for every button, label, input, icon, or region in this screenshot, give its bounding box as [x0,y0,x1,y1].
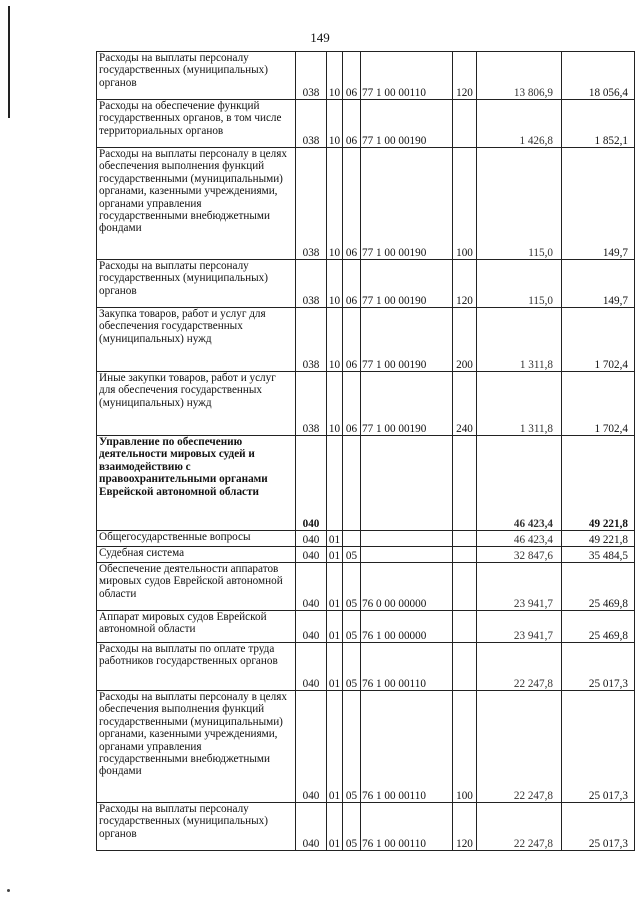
expense-type-code [453,100,477,148]
subsection-code-text: 06 [345,294,358,307]
amount-year-1-text: 46 423,4 [513,533,553,546]
row-name [97,52,296,100]
ved-code [296,803,327,851]
ved-code-text: 040 [302,549,320,562]
amount-year-2-text: 35 484,5 [588,549,628,562]
amount-year-2 [562,547,635,563]
amount-year-2 [562,52,635,100]
amount-year-2-text: 25 017,3 [588,837,628,850]
amount-year-2 [562,436,635,531]
subsection-code [343,547,361,563]
target-article-code [361,260,453,308]
expense-type-code-text: 100 [456,789,473,802]
ved-code [296,563,327,611]
expense-type-code-text: 120 [456,86,473,99]
expense-type-code [453,611,477,643]
ved-code-text: 038 [302,134,320,147]
subsection-code-text: 05 [345,597,358,610]
ved-code-text: 040 [302,533,320,546]
section-code-text: 10 [328,86,341,99]
target-article-code-text: 76 1 00 00110 [362,677,426,690]
amount-year-2-text: 149,7 [602,294,628,307]
target-article-code-text: 77 1 00 00190 [362,358,427,371]
table-row [97,52,635,100]
amount-year-1 [477,643,562,691]
ved-code-text: 040 [302,677,320,690]
amount-year-1 [477,52,562,100]
expense-type-code [453,308,477,372]
section-code [327,52,343,100]
section-code [327,436,343,531]
section-code [327,372,343,436]
ved-code [296,100,327,148]
section-code-text: 01 [328,549,341,562]
row-name [97,436,296,531]
expense-type-code [453,643,477,691]
amount-year-1-text: 23 941,7 [513,629,553,642]
section-code [327,531,343,547]
amount-year-1-text: 115,0 [528,294,553,307]
row-name [97,372,296,436]
target-article-code-text: 76 1 00 00110 [362,837,426,850]
amount-year-1 [477,803,562,851]
section-code [327,260,343,308]
amount-year-1-text: 115,0 [528,246,553,259]
target-article-code [361,308,453,372]
section-code-text: 01 [328,533,341,546]
subsection-code-text: 06 [345,246,358,259]
ved-code [296,611,327,643]
subsection-code [343,308,361,372]
expense-type-code [453,52,477,100]
row-name-text: Расходы на выплаты персоналу государственных (муниципальных) органов [99,52,268,89]
ved-code [296,643,327,691]
amount-year-1-text: 22 247,8 [513,789,553,802]
ved-code-text: 040 [302,629,320,642]
ved-code-text: 038 [302,422,320,435]
amount-year-2 [562,148,635,260]
ved-code [296,148,327,260]
table-row [97,372,635,436]
section-code [327,100,343,148]
row-name-text: Расходы на выплаты персоналу в целях обеспечения выполнения функций государственными (муниципальными) органами, казенными учреждениями, органами управления государственными внебюджетными фондами [99,691,287,778]
amount-year-2-text: 1 702,4 [594,358,628,371]
subsection-code [343,436,361,531]
amount-year-1 [477,611,562,643]
subsection-code-text: 05 [345,677,358,690]
subsection-code-text: 06 [345,86,358,99]
target-article-code [361,547,453,563]
row-name-text: Иные закупки товаров, работ и услуг для обеспечения государственных (муниципальных) нужд [99,372,276,409]
row-name [97,611,296,643]
section-code [327,691,343,803]
table-row [97,531,635,547]
subsection-code [343,260,361,308]
amount-year-2-text: 25 017,3 [588,789,628,802]
subsection-code [343,148,361,260]
row-name-text: Расходы на выплаты персоналу государственных (муниципальных) органов [99,260,268,297]
amount-year-2 [562,643,635,691]
target-article-code [361,372,453,436]
row-name [97,803,296,851]
expense-type-code [453,148,477,260]
subsection-code-text: 05 [345,549,358,562]
page-number: 149 [310,30,330,45]
ved-code-text: 038 [302,358,320,371]
scan-speck [7,889,10,892]
target-article-code-text: 77 1 00 00190 [362,422,427,435]
row-name [97,563,296,611]
section-code-text: 01 [328,597,341,610]
amount-year-2-text: 49 221,8 [588,533,628,546]
section-code-text: 10 [328,134,341,147]
expense-type-code [453,547,477,563]
ved-code-text: 038 [302,294,320,307]
target-article-code [361,52,453,100]
ved-code [296,547,327,563]
amount-year-1 [477,148,562,260]
amount-year-2 [562,691,635,803]
amount-year-2-text: 1 702,4 [594,422,628,435]
expense-type-code [453,372,477,436]
amount-year-1-text: 13 806,9 [513,86,553,99]
row-name [97,643,296,691]
section-code-text: 01 [328,837,341,850]
amount-year-2-text: 25 017,3 [588,677,628,690]
subsection-code [343,52,361,100]
amount-year-2-text: 18 056,4 [588,86,628,99]
row-name-text: Аппарат мировых судов Еврейской автономной области [99,611,267,636]
amount-year-1-text: 23 941,7 [513,597,553,610]
target-article-code [361,563,453,611]
amount-year-1-text: 1 311,8 [519,358,553,371]
expense-type-code-text: 100 [456,246,473,259]
expense-type-code-text: 200 [456,358,473,371]
subsection-code [343,563,361,611]
ved-code [296,372,327,436]
amount-year-1 [477,308,562,372]
section-code [327,148,343,260]
budget-table [96,51,635,851]
amount-year-2-text: 49 221,8 [588,517,628,530]
section-code [327,611,343,643]
target-article-code [361,148,453,260]
amount-year-2 [562,100,635,148]
target-article-code-text: 77 1 00 00190 [362,294,427,307]
row-name-text: Расходы на обеспечение функций государственных органов, в том числе территориальных органов [99,100,282,137]
target-article-code-text: 77 1 00 00190 [362,246,427,259]
subsection-code [343,100,361,148]
expense-type-code [453,563,477,611]
table-row [97,148,635,260]
section-code-text: 01 [328,789,341,802]
subsection-code-text: 06 [345,134,358,147]
table-row [97,260,635,308]
target-article-code-text: 76 1 00 00110 [362,789,426,802]
section-code-text: 10 [328,294,341,307]
ved-code [296,52,327,100]
ved-code [296,436,327,531]
row-name [97,148,296,260]
target-article-code [361,531,453,547]
row-name-text: Закупка товаров, работ и услуг для обеспечения государственных (муниципальных) нужд [99,308,266,345]
section-code [327,803,343,851]
table-row [97,100,635,148]
target-article-code-text: 76 0 00 00000 [362,597,427,610]
ved-code [296,308,327,372]
section-code-text: 10 [328,246,341,259]
section-code-text: 01 [328,677,341,690]
target-article-code [361,100,453,148]
target-article-code [361,691,453,803]
subsection-code [343,803,361,851]
ved-code-text: 038 [302,86,320,99]
ved-code [296,260,327,308]
row-name-text: Управление по обеспечению деятельности мировых судей и взаимодействию с правоохранительными органами Еврейской автономной области [99,436,268,498]
row-name-text: Расходы на выплаты персоналу в целях обеспечения выполнения функций государственными (муниципальными) органами, казенными учреждениями, органами управления государственными внебюджетными фондами [99,148,287,235]
ved-code-text: 040 [302,517,320,530]
subsection-code [343,611,361,643]
target-article-code-text: 77 1 00 00110 [362,86,426,99]
row-name [97,308,296,372]
amount-year-1 [477,100,562,148]
amount-year-1 [477,547,562,563]
margin-rule [8,6,10,118]
amount-year-2-text: 1 852,1 [594,134,628,147]
amount-year-2-text: 149,7 [602,246,628,259]
table-row [97,308,635,372]
table-row [97,547,635,563]
subsection-code [343,372,361,436]
subsection-code-text: 06 [345,422,358,435]
row-name [97,691,296,803]
target-article-code [361,611,453,643]
amount-year-2 [562,803,635,851]
amount-year-1-text: 22 247,8 [513,677,553,690]
amount-year-2 [562,611,635,643]
ved-code-text: 038 [302,246,320,259]
section-code [327,643,343,691]
subsection-code-text: 05 [345,629,358,642]
table-row [97,436,635,531]
amount-year-1-text: 32 847,6 [513,549,553,562]
target-article-code-text: 77 1 00 00190 [362,134,427,147]
section-code-text: 01 [328,629,341,642]
row-name-text: Судебная система [99,547,185,559]
row-name [97,531,296,547]
table-row [97,563,635,611]
expense-type-code-text: 120 [456,837,473,850]
row-name-text: Обеспечение деятельности аппаратов мировых судов Еврейской автономной области [99,563,283,600]
ved-code-text: 040 [302,789,320,802]
section-code-text: 10 [328,422,341,435]
row-name-text: Расходы на выплаты по оплате труда работников государственных органов [99,643,278,668]
amount-year-1 [477,260,562,308]
subsection-code [343,643,361,691]
amount-year-2-text: 25 469,8 [588,629,628,642]
table-row [97,643,635,691]
expense-type-code-text: 240 [456,422,473,435]
table-row [97,691,635,803]
amount-year-1 [477,563,562,611]
subsection-code-text: 05 [345,789,358,802]
target-article-code [361,643,453,691]
amount-year-1-text: 1 426,8 [519,134,553,147]
amount-year-2 [562,308,635,372]
ved-code [296,531,327,547]
subsection-code [343,691,361,803]
target-article-code [361,436,453,531]
subsection-code [343,531,361,547]
amount-year-1-text: 22 247,8 [513,837,553,850]
section-code [327,308,343,372]
row-name-text: Общегосударственные вопросы [99,531,251,543]
table-row [97,803,635,851]
section-code-text: 10 [328,358,341,371]
expense-type-code [453,803,477,851]
target-article-code-text: 76 1 00 00000 [362,629,427,642]
amount-year-1 [477,531,562,547]
row-name [97,260,296,308]
expense-type-code [453,436,477,531]
amount-year-2 [562,531,635,547]
amount-year-1-text: 1 311,8 [519,422,553,435]
expense-type-code [453,531,477,547]
section-code [327,563,343,611]
ved-code-text: 040 [302,597,320,610]
amount-year-2 [562,563,635,611]
table-row [97,611,635,643]
row-name [97,100,296,148]
amount-year-2 [562,260,635,308]
section-code [327,547,343,563]
row-name [97,547,296,563]
expense-type-code [453,691,477,803]
subsection-code-text: 05 [345,837,358,850]
amount-year-1-text: 46 423,4 [513,517,553,530]
ved-code [296,691,327,803]
target-article-code [361,803,453,851]
expense-type-code-text: 120 [456,294,473,307]
amount-year-1 [477,372,562,436]
subsection-code-text: 06 [345,358,358,371]
ved-code-text: 040 [302,837,320,850]
amount-year-2 [562,372,635,436]
amount-year-2-text: 25 469,8 [588,597,628,610]
amount-year-1 [477,436,562,531]
expense-type-code [453,260,477,308]
row-name-text: Расходы на выплаты персоналу государственных (муниципальных) органов [99,803,268,840]
amount-year-1 [477,691,562,803]
